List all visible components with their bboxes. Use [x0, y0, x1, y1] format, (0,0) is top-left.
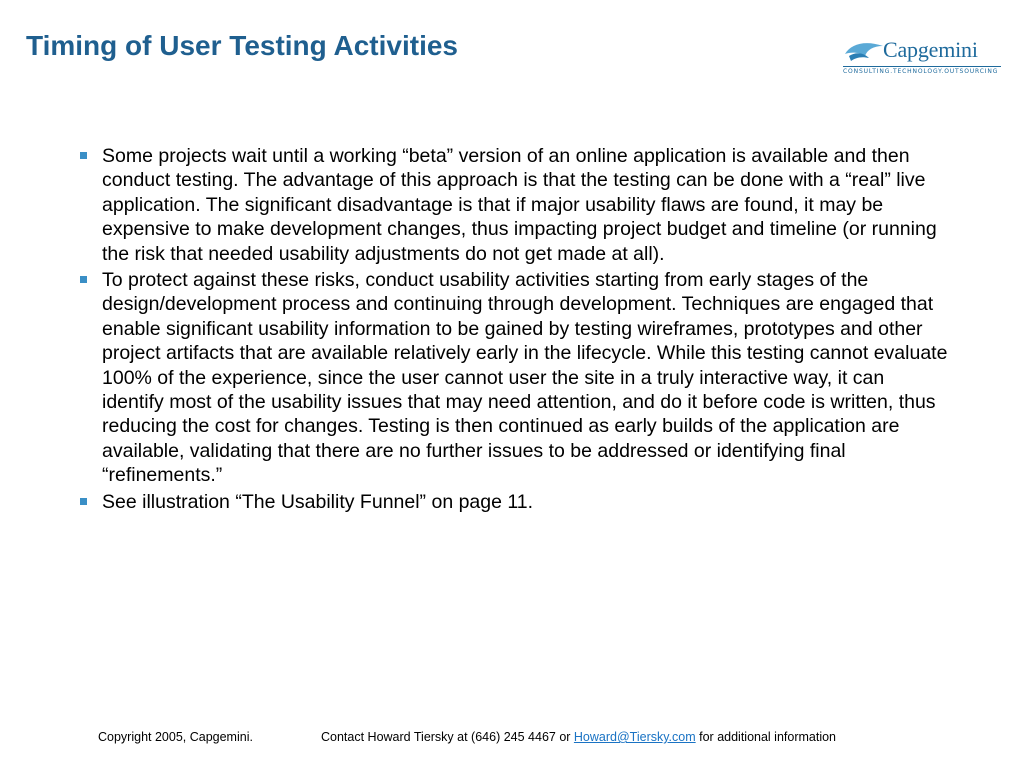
bullet-text: Some projects wait until a working “beta” version of an online application is available and then conduct testing. The advantage of this approach is that the testing can be done with a “real” live application. The significant disadvantage is that if major usability flaws are found, it may be expensive to make development changes, thus impacting project budget and timeline (or running the risk that needed usability adjustments do not get made at all). [102, 145, 937, 265]
logo-wordmark: Capgemini [883, 37, 978, 62]
spade-logo-icon [843, 40, 885, 62]
slide-body [80, 144, 950, 516]
footer [0, 728, 1024, 748]
slide-title: Timing of User Testing Activities [26, 30, 459, 61]
square-bullet-icon [80, 276, 87, 283]
footer-contact-suffix: for additional information [695, 730, 837, 744]
square-bullet-icon [80, 152, 87, 159]
bullet-item [80, 490, 950, 514]
capgemini-logo [843, 36, 1003, 78]
logo-tagline: CONSULTING.TECHNOLOGY.OUTSOURCING [843, 68, 999, 75]
square-bullet-icon [80, 498, 87, 505]
footer-copyright: Copyright 2005, Capgemini. [98, 730, 253, 744]
email-link[interactable]: Howard@Tiersky.com [573, 730, 696, 744]
footer-contact [321, 728, 836, 746]
footer-contact-prefix: Contact Howard Tiersky at (646) 245 4467 or [321, 730, 574, 744]
bullet-item [80, 144, 950, 266]
bullet-text: See illustration “The Usability Funnel” on page 11. [102, 490, 534, 513]
bullet-list [80, 144, 950, 514]
bullet-text: To protect against these risks, conduct usability activities starting from early stages of the design/development process and continuing through development. Techniques are engaged that enable significant usability information to be gained by testing wireframes, prototypes and other project artifacts that are available relatively early in the lifecycle. While this testing cannot evaluate 100% of the experience, since the user cannot user the site in a truly interactive way, it can identify most of the usability issues that may need attention, and do it before code is written, thus reducing the cost for changes. Testing is then continued as early builds of the application are available, validating that there are no further issues to be addressed or identifying final “refinements.” [102, 269, 948, 487]
bullet-item [80, 268, 950, 488]
